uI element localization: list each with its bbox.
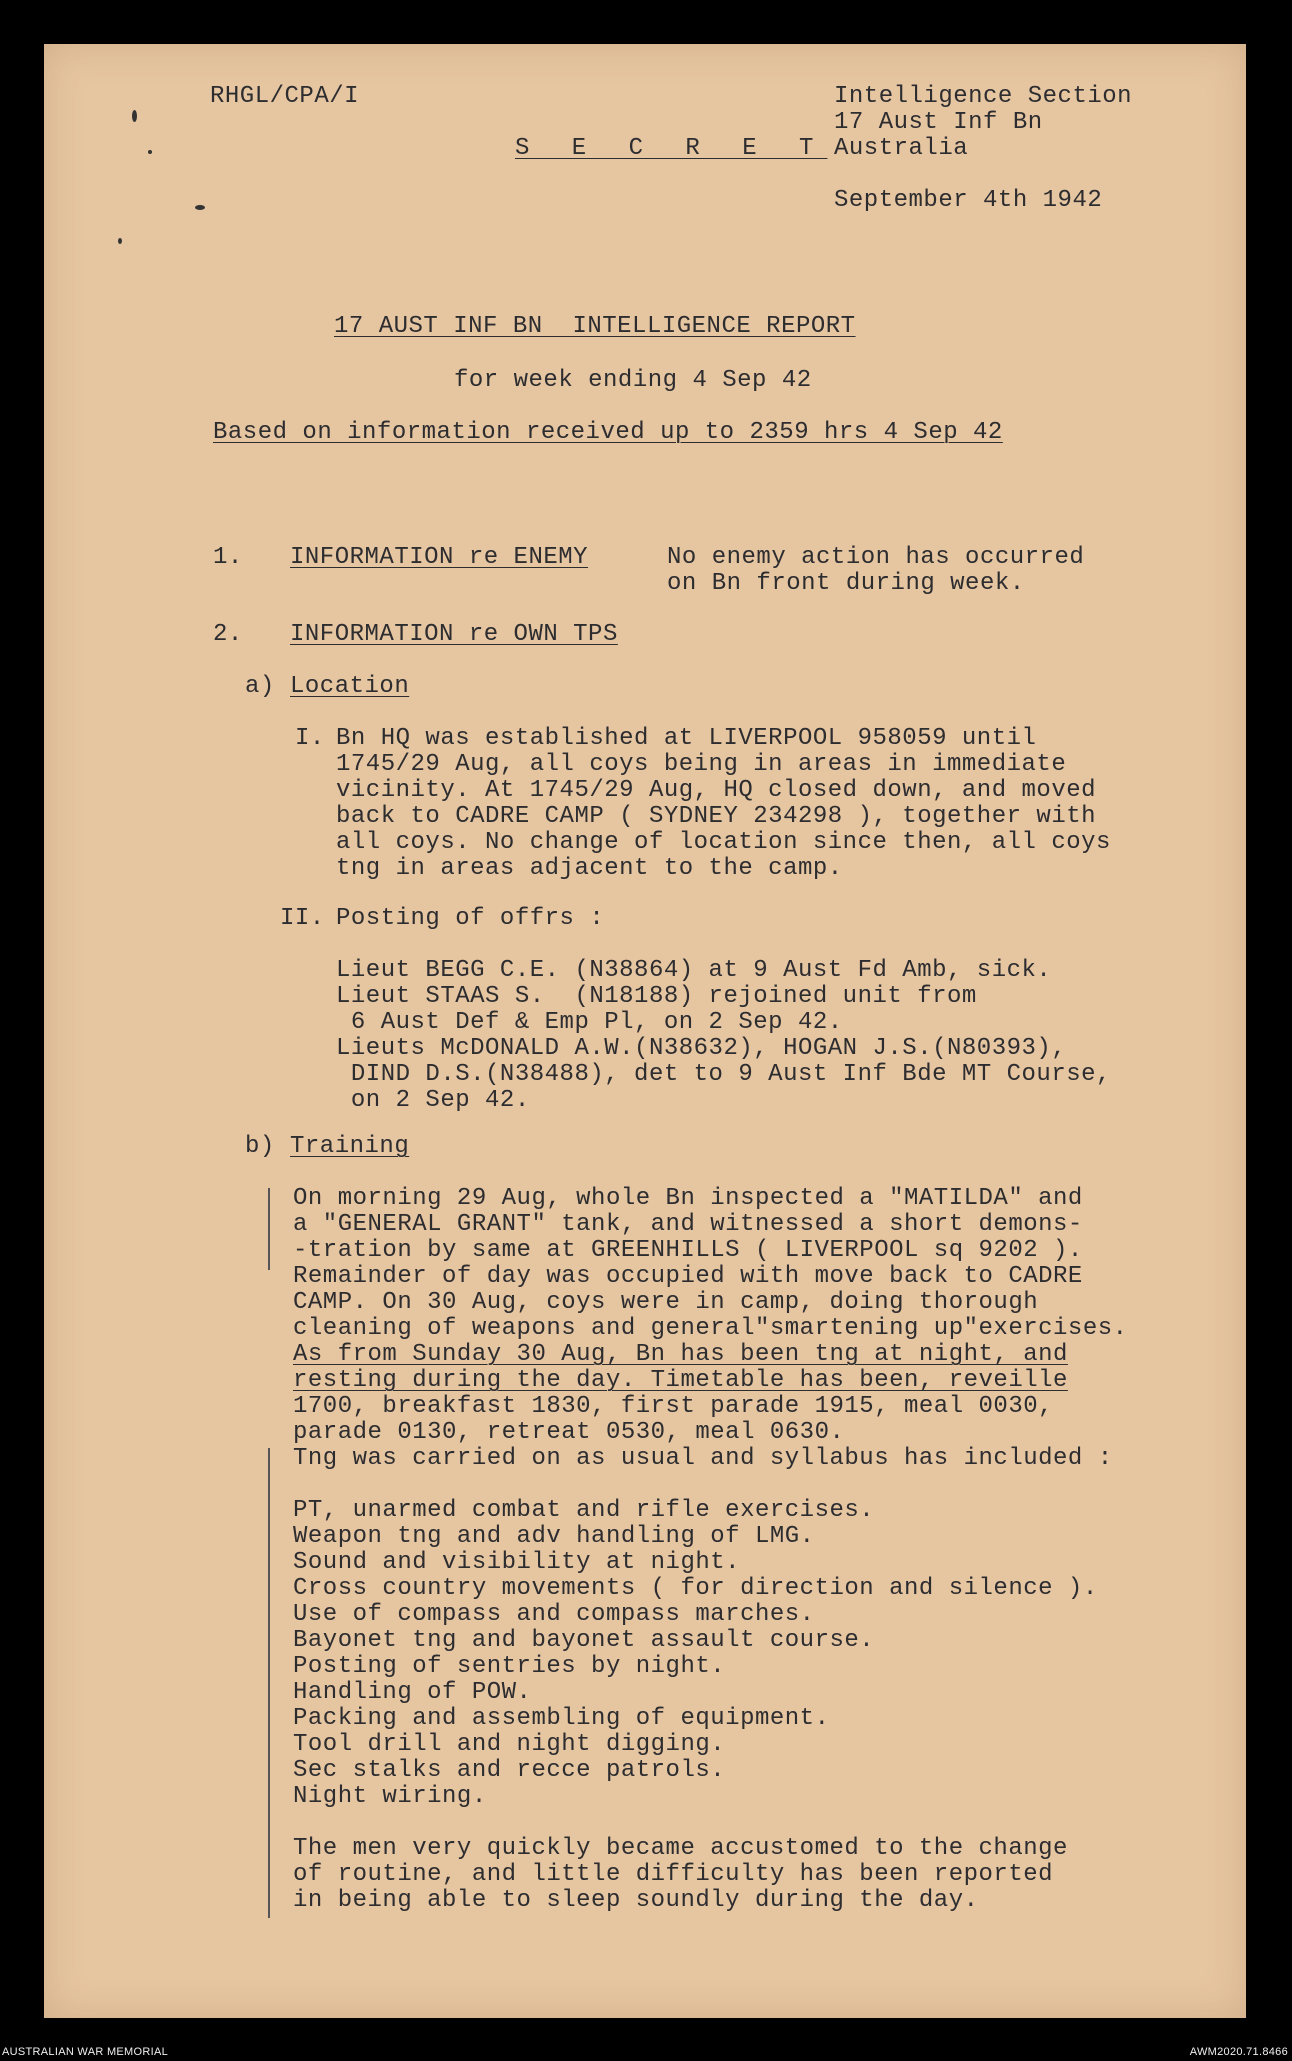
- text-line: 6 Aust Def & Emp Pl, on 2 Sep 42.: [336, 1009, 843, 1036]
- training-paragraph: [293, 1186, 1128, 1914]
- spacer: [293, 1472, 1128, 1498]
- ink-mark: [148, 150, 152, 154]
- text-line: parade 0130, retreat 0530, meal 0630.: [293, 1419, 845, 1446]
- location-paragraph: [336, 726, 1111, 882]
- report-title: 17 AUST INF BN INTELLIGENCE REPORT: [334, 313, 856, 340]
- text-line: in being able to sleep soundly during the day.: [293, 1887, 979, 1914]
- text-line: DIND D.S.(N38488), det to 9 Aust Inf Bde MT Course,: [336, 1061, 1111, 1088]
- text-line: Remainder of day was occupied with move back to CADRE: [293, 1263, 1083, 1290]
- text-line: vicinity. At 1745/29 Aug, HQ closed down, and moved: [336, 777, 1097, 804]
- section-heading: INFORMATION re OWN TPS: [290, 621, 618, 648]
- report-basis: Based on information received up to 2359 hrs 4 Sep 42: [213, 419, 1003, 446]
- text-line: CAMP. On 30 Aug, coys were in camp, doing thorough: [293, 1289, 1039, 1316]
- subsection-heading: Training: [290, 1133, 410, 1160]
- text-line: 1700, breakfast 1830, first parade 1915, meal 0030,: [293, 1393, 1054, 1420]
- ink-mark: [195, 205, 205, 210]
- syllabus-item: Night wiring.: [293, 1783, 487, 1810]
- text-line: on Bn front during week.: [667, 570, 1025, 597]
- subsection-heading: Location: [290, 673, 410, 700]
- section-number: 2.: [213, 621, 243, 648]
- ink-mark: [118, 238, 122, 244]
- subsection-label: b): [245, 1133, 275, 1160]
- text-line: Lieuts McDONALD A.W.(N38632), HOGAN J.S.(N80393),: [336, 1035, 1067, 1062]
- text-line: all coys. No change of location since then, all coys: [336, 829, 1111, 856]
- text-line: tng in areas adjacent to the camp.: [336, 855, 843, 882]
- syllabus-item: Sound and visibility at night.: [293, 1549, 741, 1576]
- item-number: I.: [295, 725, 325, 752]
- sender-address: [834, 84, 1132, 162]
- subsection-label: a): [245, 673, 275, 700]
- margin-bracket: [268, 1448, 270, 1918]
- classification-marking: S E C R E T: [515, 135, 828, 162]
- syllabus-item: PT, unarmed combat and rifle exercises.: [293, 1497, 875, 1524]
- section-number: 1.: [213, 544, 243, 571]
- text-line: Lieut BEGG C.E. (N38864) at 9 Aust Fd Amb, sick.: [336, 957, 1052, 984]
- archive-credit: AUSTRALIAN WAR MEMORIAL: [2, 2046, 169, 2058]
- document-date: September 4th 1942: [834, 187, 1103, 214]
- spacer: [293, 1810, 1128, 1836]
- syllabus-item: Packing and assembling of equipment.: [293, 1705, 830, 1732]
- syllabus-item: Sec stalks and recce patrols.: [293, 1757, 726, 1784]
- text-line: on 2 Sep 42.: [336, 1087, 530, 1114]
- report-period: for week ending 4 Sep 42: [454, 367, 812, 394]
- section-text: [667, 545, 1084, 597]
- text-line: resting during the day. Timetable has been, reveille: [293, 1367, 1068, 1394]
- syllabus-item: Bayonet tng and bayonet assault course.: [293, 1627, 875, 1654]
- address-line: Australia: [834, 135, 969, 162]
- syllabus-item: Use of compass and compass marches.: [293, 1601, 815, 1628]
- syllabus-item: Handling of POW.: [293, 1679, 532, 1706]
- text-line: -tration by same at GREENHILLS ( LIVERPOOL sq 9202 ).: [293, 1237, 1083, 1264]
- item-heading: Posting of offrs :: [336, 905, 605, 932]
- text-line: No enemy action has occurred: [667, 544, 1085, 571]
- syllabus-item: Tool drill and night digging.: [293, 1731, 726, 1758]
- syllabus-item: Weapon tng and adv handling of LMG.: [293, 1523, 815, 1550]
- margin-bracket: [268, 1188, 270, 1270]
- text-line: back to CADRE CAMP ( SYDNEY 234298 ), together with: [336, 803, 1097, 830]
- text-line: Tng was carried on as usual and syllabus has included :: [293, 1445, 1113, 1472]
- text-line: As from Sunday 30 Aug, Bn has been tng at night, and: [293, 1341, 1068, 1368]
- syllabus-item: Cross country movements ( for direction and silence ).: [293, 1575, 1098, 1602]
- text-line: cleaning of weapons and general"smartening up"exercises.: [293, 1315, 1128, 1342]
- document-reference: RHGL/CPA/I: [210, 83, 360, 110]
- text-line: 1745/29 Aug, all coys being in areas in immediate: [336, 751, 1067, 778]
- text-line: of routine, and little difficulty has been reported: [293, 1861, 1054, 1888]
- text-line: The men very quickly became accustomed to the change: [293, 1835, 1068, 1862]
- section-heading: INFORMATION re ENEMY: [290, 544, 589, 571]
- text-line: On morning 29 Aug, whole Bn inspected a "MATILDA" and: [293, 1185, 1083, 1212]
- text-line: Bn HQ was established at LIVERPOOL 958059 until: [336, 725, 1037, 752]
- address-line: 17 Aust Inf Bn: [834, 109, 1043, 136]
- text-line: a "GENERAL GRANT" tank, and witnessed a short demons-: [293, 1211, 1083, 1238]
- address-line: Intelligence Section: [834, 83, 1133, 110]
- ink-mark: [132, 110, 137, 122]
- item-number: II.: [280, 905, 325, 932]
- text-line: Lieut STAAS S. (N18188) rejoined unit from: [336, 983, 977, 1010]
- syllabus-item: Posting of sentries by night.: [293, 1653, 726, 1680]
- postings-paragraph: [336, 958, 1111, 1114]
- archive-accession-number: AWM2020.71.8466: [1189, 2046, 1288, 2058]
